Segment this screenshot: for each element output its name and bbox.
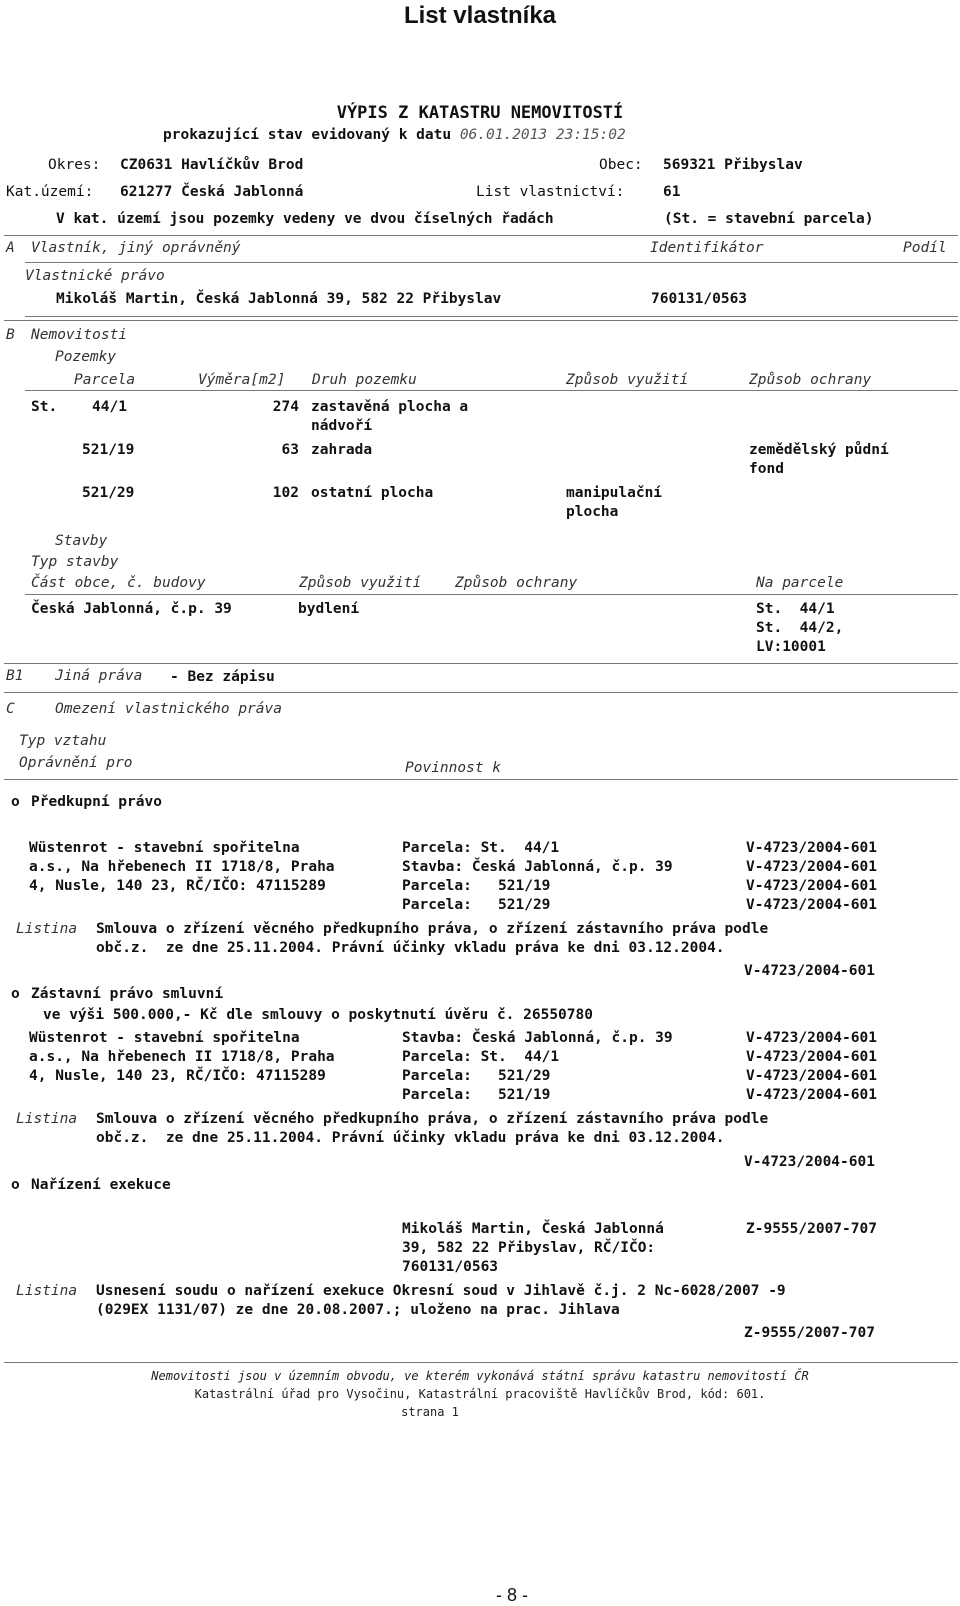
- page-header: List vlastníka: [403, 2, 557, 29]
- footer-line: Nemovitosti jsou v územním obvodu, ve kterém vykonává státní správu katastru nemovitostí ČR: [151, 1369, 809, 1383]
- entry-object: Parcela: 521/29: [402, 897, 551, 913]
- entry-object: Parcela: 521/19: [402, 878, 551, 894]
- parcel-area: 102: [272, 485, 299, 501]
- entry-object: Stavba: Česká Jablonná, č.p. 39: [402, 859, 673, 875]
- bullet: o: [11, 794, 20, 810]
- section-c-title: Omezení vlastnického práva: [55, 701, 282, 717]
- listina-text: Usnesení soudu o nařízení exekuce Okresní soud v Jihlavě č.j. 2 Nc-6028/2007 -9: [96, 1283, 786, 1299]
- okres-label: Okres:: [48, 157, 101, 173]
- footer-line: Katastrální úřad pro Vysočinu, Katastrální pracoviště Havlíčkův Brod, kód: 601.: [194, 1387, 766, 1401]
- entry-object: Mikoláš Martin, Česká Jablonná: [402, 1221, 664, 1237]
- parcel-protection-cont: fond: [749, 461, 784, 477]
- parcel-number: 521/29: [82, 485, 135, 501]
- parcel-protection: zemědělský půdní: [749, 442, 889, 458]
- entry-ref: V-4723/2004-601: [746, 897, 877, 913]
- col-cast-obce: Část obce, č. budovy: [31, 575, 206, 591]
- lv-label: List vlastnictví:: [476, 184, 625, 200]
- entry-ref: V-4723/2004-601: [746, 1049, 877, 1065]
- document-title: VÝPIS Z KATASTRU NEMOVITOSTÍ: [336, 103, 624, 123]
- lv-value: 61: [663, 184, 681, 200]
- divider: [4, 1362, 958, 1363]
- parcel-type: zahrada: [311, 442, 373, 458]
- katuzemi-value: 621277 Česká Jablonná: [120, 184, 304, 200]
- listina-text: Smlouva o zřízení věcného předkupního práva, o zřízení zástavního práva podle: [96, 1111, 769, 1127]
- bullet: o: [11, 986, 20, 1002]
- entry-ref: V-4723/2004-601: [746, 1068, 877, 1084]
- entry-party-line: a.s., Na hřebenech II 1718/8, Praha: [29, 1049, 335, 1065]
- building-parcel: St. 44/1: [756, 601, 835, 617]
- listina-text: (029EX 1131/07) ze dne 20.08.2007.; uloženo na prac. Jihlava: [96, 1302, 620, 1318]
- parcel-type: zastavěná plocha a: [311, 399, 469, 415]
- listina-label: Listina: [16, 1111, 78, 1127]
- divider: [4, 692, 958, 693]
- building-use: bydlení: [298, 601, 360, 617]
- parcel-use-cont: plocha: [566, 504, 619, 520]
- entry-party-line: 4, Nusle, 140 23, RČ/IČO: 47115289: [29, 1068, 326, 1084]
- entry-ref: V-4723/2004-601: [746, 1087, 877, 1103]
- divider: [25, 390, 958, 391]
- listina-ref: V-4723/2004-601: [744, 1154, 875, 1170]
- divider: [4, 779, 958, 780]
- listina-label: Listina: [16, 921, 78, 937]
- subtitle-date: 06.01.2013 23:15:02: [459, 127, 626, 143]
- entry-title: Předkupní právo: [31, 794, 162, 810]
- entry-object: Parcela: 521/29: [402, 1068, 551, 1084]
- identifikator-header: Identifikátor: [650, 240, 764, 256]
- parcel-number: 521/19: [82, 442, 135, 458]
- col-vymera: Výměra[m2]: [198, 372, 286, 388]
- divider: [4, 320, 958, 321]
- entry-object: Parcela: St. 44/1: [402, 1049, 560, 1065]
- entry-party-line: Wüstenrot - stavební spořitelna: [29, 840, 300, 856]
- entry-title: Nařízení exekuce: [31, 1177, 171, 1193]
- divider: [25, 594, 958, 595]
- col-s-ochrana: Způsob ochrany: [455, 575, 578, 591]
- subtitle-prefix: prokazující stav evidovaný k datu: [163, 127, 452, 143]
- entry-ref: V-4723/2004-601: [746, 859, 877, 875]
- parcel-number: 44/1: [92, 399, 127, 415]
- parcel-type: ostatní plocha: [311, 485, 434, 501]
- entry-party-line: 4, Nusle, 140 23, RČ/IČO: 47115289: [29, 878, 326, 894]
- bullet: o: [11, 1177, 20, 1193]
- listina-text: obč.z. ze dne 25.11.2004. Právní účinky vkladu práva ke dni 03.12.2004.: [96, 940, 725, 956]
- divider: [4, 663, 958, 664]
- listina-ref: V-4723/2004-601: [744, 963, 875, 979]
- katuzemi-label: Kat.území:: [6, 184, 94, 200]
- section-b1-value: - Bez zápisu: [170, 669, 275, 685]
- parcel-use: manipulační: [566, 485, 663, 501]
- col-vyuziti: Způsob využití: [566, 372, 689, 388]
- section-b1-title: Jiná práva: [55, 668, 143, 684]
- typ-vztahu-label: Typ vztahu: [19, 733, 107, 749]
- obec-label: Obec:: [599, 157, 643, 173]
- divider: [25, 316, 958, 317]
- entry-object: Parcela: St. 44/1: [402, 840, 560, 856]
- vlastnicke-pravo-label: Vlastnické právo: [25, 268, 165, 284]
- owner-name: Mikoláš Martin, Česká Jablonná 39, 582 22 Přibyslav: [56, 291, 502, 307]
- section-b-letter: B: [6, 327, 15, 343]
- col-na-parcele: Na parcele: [756, 575, 844, 591]
- divider: [25, 262, 958, 263]
- entry-object: 760131/0563: [402, 1259, 499, 1275]
- parcel-type-cont: nádvoří: [311, 418, 373, 434]
- entry-title: Zástavní právo smluvní: [31, 986, 224, 1002]
- section-a-title: Vlastník, jiný oprávněný: [31, 240, 241, 256]
- entry-party-line: a.s., Na hřebenech II 1718/8, Praha: [29, 859, 335, 875]
- section-c-letter: C: [6, 701, 15, 717]
- opravneni-pro-label: Oprávnění pro: [19, 755, 133, 771]
- entry-ref: V-4723/2004-601: [746, 878, 877, 894]
- listina-text: Smlouva o zřízení věcného předkupního práva, o zřízení zástavního práva podle: [96, 921, 769, 937]
- stavby-label: Stavby: [55, 533, 108, 549]
- entry-ref: V-4723/2004-601: [746, 840, 877, 856]
- entry-object: Stavba: Česká Jablonná, č.p. 39: [402, 1030, 673, 1046]
- entry-object: Parcela: 521/19: [402, 1087, 551, 1103]
- owner-id: 760131/0563: [651, 291, 748, 307]
- povinnost-k-label: Povinnost k: [405, 760, 502, 776]
- col-ochrana: Způsob ochrany: [749, 372, 872, 388]
- entry-extra: ve výši 500.000,- Kč dle smlouvy o poskytnutí úvěru č. 26550780: [43, 1007, 593, 1023]
- building-address: Česká Jablonná, č.p. 39: [31, 601, 232, 617]
- listina-label: Listina: [16, 1283, 78, 1299]
- parcel-prefix: St.: [31, 399, 58, 415]
- note: V kat. území jsou pozemky vedeny ve dvou číselných řadách: [56, 211, 554, 227]
- col-druh: Druh pozemku: [312, 372, 417, 388]
- typ-stavby-label: Typ stavby: [31, 554, 119, 570]
- note-paren: (St. = stavební parcela): [664, 211, 874, 227]
- section-b-title: Nemovitosti: [31, 327, 128, 343]
- col-parcela: Parcela: [74, 372, 136, 388]
- entry-ref: Z-9555/2007-707: [746, 1221, 877, 1237]
- section-a-letter: A: [6, 240, 15, 256]
- subtitle: [163, 127, 626, 143]
- pozemky-label: Pozemky: [55, 349, 117, 365]
- divider: [4, 235, 958, 236]
- listina-text: obč.z. ze dne 25.11.2004. Právní účinky vkladu práva ke dni 03.12.2004.: [96, 1130, 725, 1146]
- obec-value: 569321 Přibyslav: [663, 157, 803, 173]
- building-parcel: St. 44/2,: [756, 620, 844, 636]
- footer-page: strana 1: [401, 1405, 459, 1419]
- entry-ref: V-4723/2004-601: [746, 1030, 877, 1046]
- listina-ref: Z-9555/2007-707: [744, 1325, 875, 1341]
- okres-value: CZ0631 Havlíčkův Brod: [120, 157, 304, 173]
- building-parcel: LV:10001: [756, 639, 826, 655]
- col-s-vyuziti: Způsob využití: [299, 575, 422, 591]
- parcel-area: 63: [281, 442, 299, 458]
- section-b1-letter: B1: [6, 668, 24, 684]
- podil-header: Podíl: [903, 240, 947, 256]
- parcel-area: 274: [272, 399, 299, 415]
- entry-party-line: Wüstenrot - stavební spořitelna: [29, 1030, 300, 1046]
- entry-object: 39, 582 22 Přibyslav, RČ/IČO:: [402, 1240, 656, 1256]
- page-number: - 8 -: [495, 1585, 528, 1605]
